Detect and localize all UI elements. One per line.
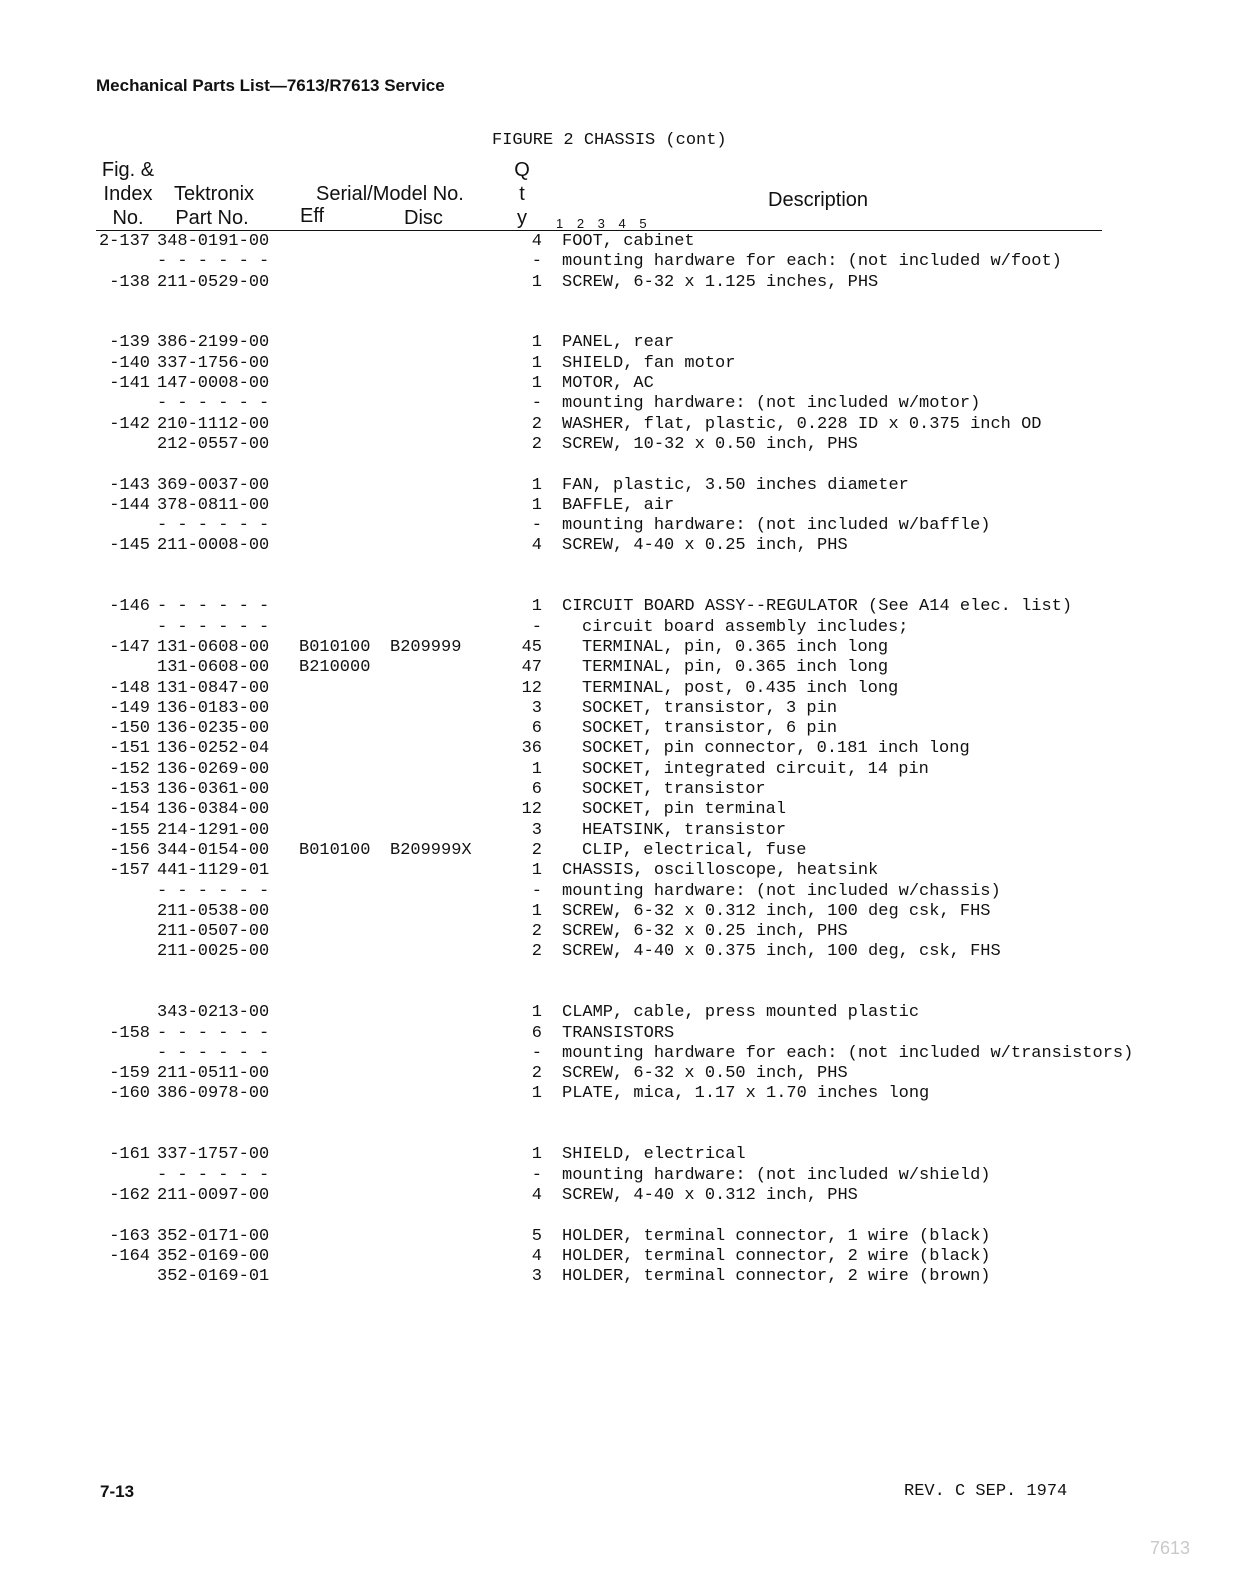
cell-description: PANEL, rear bbox=[562, 333, 675, 353]
cell-description: SOCKET, pin terminal bbox=[582, 800, 787, 820]
cell-qty: 1 bbox=[531, 272, 542, 292]
cell-part-no: 352-0169-01 bbox=[157, 1267, 270, 1287]
cell-part-no: 211-0097-00 bbox=[157, 1185, 270, 1205]
cell-part-no: - - - - - - bbox=[157, 1165, 270, 1185]
cell-description: mounting hardware: (not included w/shield) bbox=[562, 1165, 991, 1185]
cell-description: mounting hardware for each: (not included w/foot) bbox=[562, 252, 1062, 272]
cell-description: WASHER, flat, plastic, 0.228 ID x 0.375 inch OD bbox=[562, 414, 1042, 434]
cell-qty: 1 bbox=[531, 901, 542, 921]
cell-disc: B209999X bbox=[390, 840, 472, 860]
cell-qty: - bbox=[531, 252, 542, 272]
cell-part-no: 136-0235-00 bbox=[157, 719, 270, 739]
cell-description: SCREW, 6-32 x 1.125 inches, PHS bbox=[562, 272, 879, 292]
cell-part-no: 386-0978-00 bbox=[157, 1084, 270, 1104]
cell-qty: 4 bbox=[531, 232, 542, 251]
cell-description: SHIELD, fan motor bbox=[562, 353, 736, 373]
header-qty bbox=[512, 158, 532, 230]
header-eff: Eff bbox=[300, 205, 325, 227]
cell-qty: 2 bbox=[531, 434, 542, 454]
cell-description: CIRCUIT BOARD ASSY--REGULATOR (See A14 elec. list) bbox=[562, 597, 1073, 617]
cell-qty: 6 bbox=[531, 1023, 542, 1043]
cell-qty: 1 bbox=[531, 475, 542, 495]
cell-part-no: - - - - - - bbox=[157, 597, 270, 617]
cell-qty: 47 bbox=[521, 658, 542, 678]
cell-part-no: 136-0384-00 bbox=[157, 800, 270, 820]
cell-qty: 5 bbox=[531, 1226, 542, 1246]
cell-description: mounting hardware: (not included w/motor) bbox=[562, 394, 981, 414]
cell-qty: - bbox=[531, 1043, 542, 1063]
cell-description: CLAMP, cable, press mounted plastic bbox=[562, 1003, 920, 1023]
header-serial-model: Serial/Model No. bbox=[316, 183, 464, 205]
cell-part-no: 344-0154-00 bbox=[157, 840, 270, 860]
header-disc: Disc bbox=[404, 207, 443, 229]
cell-description: mounting hardware: (not included w/baffle) bbox=[562, 516, 991, 536]
cell-part-no: 211-0529-00 bbox=[157, 272, 270, 292]
cell-part-no: 210-1112-00 bbox=[157, 414, 270, 434]
figure-title: FIGURE 2 CHASSIS (cont) bbox=[492, 131, 727, 150]
cell-qty: 1 bbox=[531, 374, 542, 394]
cell-index: -156 bbox=[109, 840, 150, 860]
cell-part-no: 136-0361-00 bbox=[157, 780, 270, 800]
cell-eff: B010100 bbox=[299, 637, 371, 657]
cell-index: -138 bbox=[109, 272, 150, 292]
cell-description: PLATE, mica, 1.17 x 1.70 inches long bbox=[562, 1084, 930, 1104]
cell-index: -146 bbox=[109, 597, 150, 617]
cell-part-no: 352-0169-00 bbox=[157, 1246, 270, 1266]
cell-qty: 3 bbox=[531, 1267, 542, 1287]
cell-description: SOCKET, transistor, 6 pin bbox=[582, 719, 838, 739]
cell-description: mounting hardware for each: (not included w/transistors) bbox=[562, 1043, 1134, 1063]
cell-part-no: 136-0269-00 bbox=[157, 759, 270, 779]
cell-description: CLIP, electrical, fuse bbox=[582, 840, 807, 860]
cell-qty: 6 bbox=[531, 780, 542, 800]
cell-description: HOLDER, terminal connector, 1 wire (black) bbox=[562, 1226, 991, 1246]
cell-description: SCREW, 6-32 x 0.50 inch, PHS bbox=[562, 1064, 848, 1084]
cell-part-no: 211-0507-00 bbox=[157, 922, 270, 942]
cell-description: TRANSISTORS bbox=[562, 1023, 675, 1043]
cell-index: -153 bbox=[109, 780, 150, 800]
cell-part-no: 211-0538-00 bbox=[157, 901, 270, 921]
cell-description: HOLDER, terminal connector, 2 wire (brown) bbox=[562, 1267, 991, 1287]
cell-index: -143 bbox=[109, 475, 150, 495]
cell-description: BAFFLE, air bbox=[562, 495, 675, 515]
cell-qty: 1 bbox=[531, 1145, 542, 1165]
cell-qty: 1 bbox=[531, 759, 542, 779]
cell-qty: 45 bbox=[521, 637, 542, 657]
cell-part-no: 352-0171-00 bbox=[157, 1226, 270, 1246]
cell-qty: 12 bbox=[521, 800, 542, 820]
cell-index: -161 bbox=[109, 1145, 150, 1165]
cell-index: -162 bbox=[109, 1185, 150, 1205]
cell-qty: 1 bbox=[531, 333, 542, 353]
cell-part-no: - - - - - - bbox=[157, 1023, 270, 1043]
cell-qty: 2 bbox=[531, 922, 542, 942]
cell-description: SCREW, 6-32 x 0.25 inch, PHS bbox=[562, 922, 848, 942]
cell-description: HOLDER, terminal connector, 2 wire (black) bbox=[562, 1246, 991, 1266]
cell-index: -150 bbox=[109, 719, 150, 739]
cell-qty: 6 bbox=[531, 719, 542, 739]
cell-index: -142 bbox=[109, 414, 150, 434]
cell-index: -144 bbox=[109, 495, 150, 515]
header-qty-y: y bbox=[517, 207, 527, 229]
cell-part-no: - - - - - - bbox=[157, 1043, 270, 1063]
cell-qty: 1 bbox=[531, 597, 542, 617]
cell-qty: - bbox=[531, 516, 542, 536]
cell-part-no: 131-0608-00 bbox=[157, 637, 270, 657]
cell-description: SOCKET, integrated circuit, 14 pin bbox=[582, 759, 929, 779]
cell-index: -151 bbox=[109, 739, 150, 759]
cell-qty: - bbox=[531, 617, 542, 637]
header-indent-levels: 1 2 3 4 5 bbox=[556, 216, 652, 231]
cell-part-no: 337-1757-00 bbox=[157, 1145, 270, 1165]
cell-qty: 1 bbox=[531, 353, 542, 373]
cell-description: FAN, plastic, 3.50 inches diameter bbox=[562, 475, 909, 495]
cell-index: -140 bbox=[109, 353, 150, 373]
cell-qty: 4 bbox=[531, 1246, 542, 1266]
header-rule bbox=[96, 230, 1102, 231]
header-fig-label: Fig. & bbox=[101, 159, 155, 181]
cell-description: SOCKET, pin connector, 0.181 inch long bbox=[582, 739, 970, 759]
cell-description: HEATSINK, transistor bbox=[582, 820, 787, 840]
cell-index: -139 bbox=[109, 333, 150, 353]
cell-index: -158 bbox=[109, 1023, 150, 1043]
header-no-label: No. bbox=[112, 207, 144, 229]
cell-qty: 4 bbox=[531, 1185, 542, 1205]
cell-description: circuit board assembly includes; bbox=[582, 617, 909, 637]
cell-qty: 3 bbox=[531, 698, 542, 718]
cell-description: SHIELD, electrical bbox=[562, 1145, 746, 1165]
cell-qty: 2 bbox=[531, 414, 542, 434]
cell-part-no: - - - - - - bbox=[157, 881, 270, 901]
cell-index: -152 bbox=[109, 759, 150, 779]
cell-description: FOOT, cabinet bbox=[562, 232, 695, 251]
cell-description: CHASSIS, oscilloscope, heatsink bbox=[562, 861, 879, 881]
cell-qty: 2 bbox=[531, 1064, 542, 1084]
header-part-no: Part No. bbox=[175, 207, 249, 229]
cell-part-no: 212-0557-00 bbox=[157, 434, 270, 454]
cell-part-no: 348-0191-00 bbox=[157, 232, 270, 251]
cell-description: SCREW, 4-40 x 0.375 inch, 100 deg, csk, FHS bbox=[562, 942, 1001, 962]
cell-description: SCREW, 4-40 x 0.312 inch, PHS bbox=[562, 1185, 858, 1205]
cell-index: -141 bbox=[109, 374, 150, 394]
cell-index: -163 bbox=[109, 1226, 150, 1246]
cell-qty: 3 bbox=[531, 820, 542, 840]
watermark: 7613 bbox=[1150, 1538, 1191, 1558]
cell-eff: B210000 bbox=[299, 658, 371, 678]
header-qty-q: Q bbox=[514, 159, 530, 181]
cell-qty: 4 bbox=[531, 536, 542, 556]
cell-index: -164 bbox=[109, 1246, 150, 1266]
cell-part-no: 131-0608-00 bbox=[157, 658, 270, 678]
cell-index: 2-137 bbox=[98, 232, 150, 251]
header-fig-index bbox=[96, 158, 160, 230]
cell-eff: B010100 bbox=[299, 840, 371, 860]
cell-part-no: 441-1129-01 bbox=[157, 861, 270, 881]
page-number: 7-13 bbox=[100, 1482, 135, 1501]
cell-qty: - bbox=[531, 881, 542, 901]
running-header: Mechanical Parts List—7613/R7613 Service bbox=[96, 76, 445, 95]
cell-part-no: 211-0025-00 bbox=[157, 942, 270, 962]
cell-part-no: 211-0008-00 bbox=[157, 536, 270, 556]
cell-qty: 36 bbox=[521, 739, 542, 759]
cell-part-no: 211-0511-00 bbox=[157, 1064, 270, 1084]
header-qty-t: t bbox=[519, 183, 525, 205]
cell-disc: B209999 bbox=[390, 637, 462, 657]
header-description: Description bbox=[768, 189, 869, 211]
cell-qty: - bbox=[531, 1165, 542, 1185]
cell-description: MOTOR, AC bbox=[562, 374, 654, 394]
cell-index: -148 bbox=[109, 678, 150, 698]
cell-index: -159 bbox=[109, 1064, 150, 1084]
cell-part-no: 136-0183-00 bbox=[157, 698, 270, 718]
cell-description: mounting hardware: (not included w/chassis) bbox=[562, 881, 1001, 901]
cell-part-no: 378-0811-00 bbox=[157, 495, 270, 515]
cell-qty: 1 bbox=[531, 861, 542, 881]
cell-description: TERMINAL, post, 0.435 inch long bbox=[582, 678, 899, 698]
cell-part-no: 131-0847-00 bbox=[157, 678, 270, 698]
cell-description: SOCKET, transistor bbox=[582, 780, 766, 800]
header-index-label: Index bbox=[103, 183, 153, 205]
cell-description: TERMINAL, pin, 0.365 inch long bbox=[582, 658, 889, 678]
cell-index: -160 bbox=[109, 1084, 150, 1104]
cell-qty: 1 bbox=[531, 1003, 542, 1023]
cell-part-no: 386-2199-00 bbox=[157, 333, 270, 353]
cell-qty: 1 bbox=[531, 1084, 542, 1104]
cell-part-no: 369-0037-00 bbox=[157, 475, 270, 495]
revision-date: REV. C SEP. 1974 bbox=[904, 1482, 1068, 1501]
cell-qty: 2 bbox=[531, 840, 542, 860]
cell-part-no: 147-0008-00 bbox=[157, 374, 270, 394]
cell-qty: 2 bbox=[531, 942, 542, 962]
cell-part-no: - - - - - - bbox=[157, 252, 270, 272]
cell-part-no: - - - - - - bbox=[157, 516, 270, 536]
cell-index: -147 bbox=[109, 637, 150, 657]
cell-qty: - bbox=[531, 394, 542, 414]
cell-part-no: 343-0213-00 bbox=[157, 1003, 270, 1023]
cell-part-no: 337-1756-00 bbox=[157, 353, 270, 373]
cell-description: SCREW, 10-32 x 0.50 inch, PHS bbox=[562, 434, 858, 454]
cell-qty: 1 bbox=[531, 495, 542, 515]
cell-description: SCREW, 4-40 x 0.25 inch, PHS bbox=[562, 536, 848, 556]
cell-description: SOCKET, transistor, 3 pin bbox=[582, 698, 838, 718]
cell-index: -155 bbox=[109, 820, 150, 840]
cell-index: -145 bbox=[109, 536, 150, 556]
cell-part-no: 136-0252-04 bbox=[157, 739, 270, 759]
cell-index: -154 bbox=[109, 800, 150, 820]
cell-index: -157 bbox=[109, 861, 150, 881]
cell-index: -149 bbox=[109, 698, 150, 718]
header-tektronix: Tektronix bbox=[173, 183, 255, 205]
cell-part-no: 214-1291-00 bbox=[157, 820, 270, 840]
cell-part-no: - - - - - - bbox=[157, 617, 270, 637]
cell-description: TERMINAL, pin, 0.365 inch long bbox=[582, 637, 889, 657]
cell-qty: 12 bbox=[521, 678, 542, 698]
cell-description: SCREW, 6-32 x 0.312 inch, 100 deg csk, FHS bbox=[562, 901, 991, 921]
cell-part-no: - - - - - - bbox=[157, 394, 270, 414]
